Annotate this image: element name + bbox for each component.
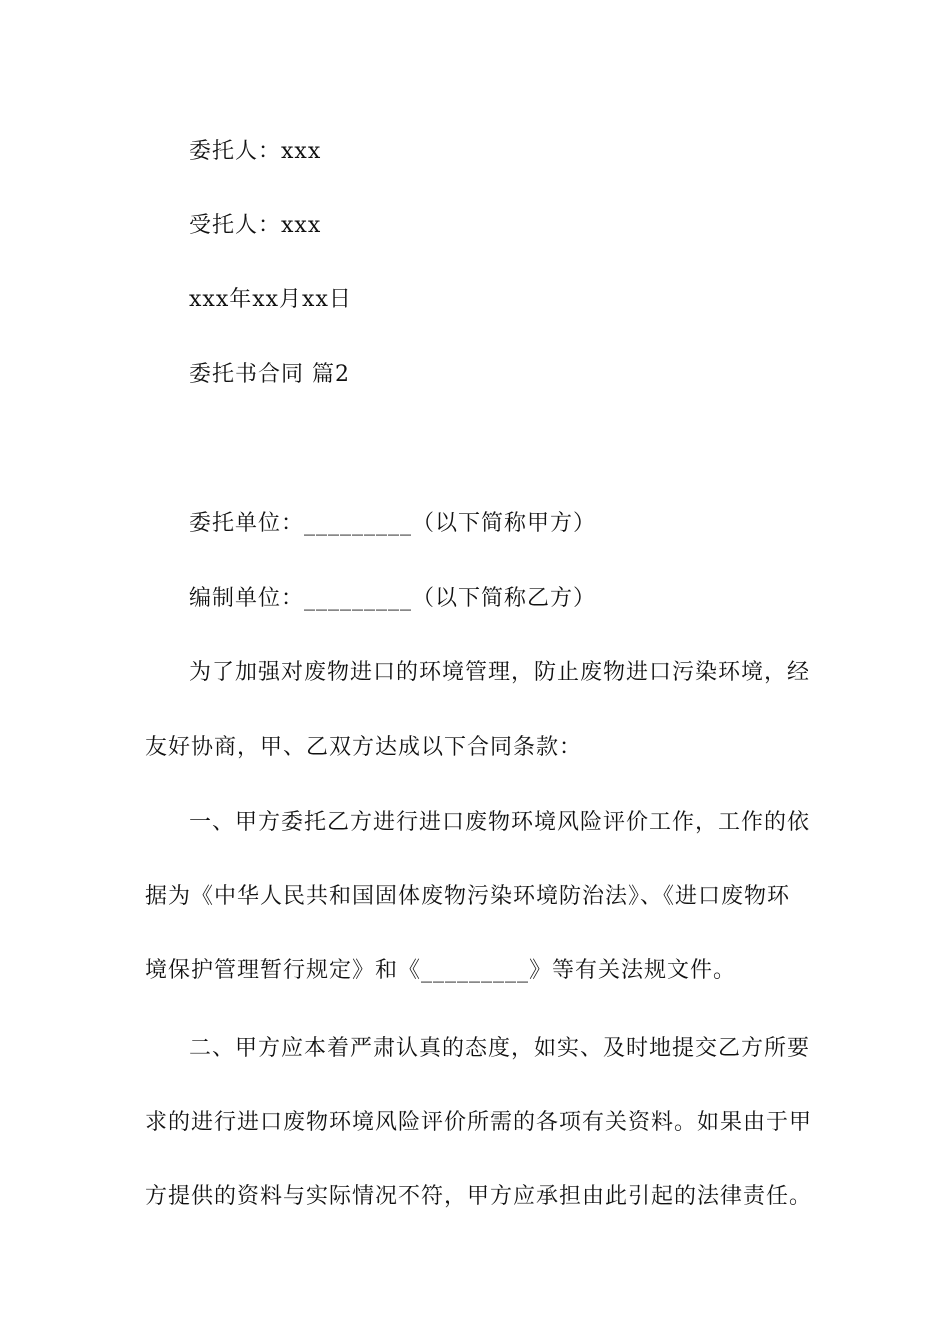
clause-1-line-3: 境保护管理暂行规定》和《_________》等有关法规文件。 (145, 958, 737, 983)
clause-1-line-1: 一、甲方委托乙方进行进口废物环境风险评价工作，工作的依 (189, 810, 811, 835)
agent-line: 受托人：xxx (189, 213, 322, 238)
date-line: xxx年xx月xx日 (189, 287, 352, 312)
clause-2-line-1: 二、甲方应本着严肃认真的态度，如实、及时地提交乙方所要 (189, 1036, 811, 1061)
principal-line: 委托人：xxx (189, 139, 322, 164)
clause-1-line-2: 据为《中华人民共和国固体废物污染环境防治法》、《进口废物环 (145, 884, 791, 909)
clause-2-line-3: 方提供的资料与实际情况不符，甲方应承担由此引起的法律责任。 (145, 1184, 813, 1209)
section-heading: 委托书合同 篇2 (189, 362, 350, 387)
intro-line-2: 友好协商，甲、乙双方达成以下合同条款： (145, 735, 583, 760)
entrusting-party-line: 委托单位：_________（以下简称甲方） (189, 511, 597, 536)
compiling-party-line: 编制单位：_________（以下简称乙方） (189, 586, 597, 611)
clause-2-line-2: 求的进行进口废物环境风险评价所需的各项有关资料。如果由于甲 (145, 1110, 813, 1135)
intro-line-1: 为了加强对废物进口的环境管理，防止废物进口污染环境，经 (189, 660, 811, 685)
